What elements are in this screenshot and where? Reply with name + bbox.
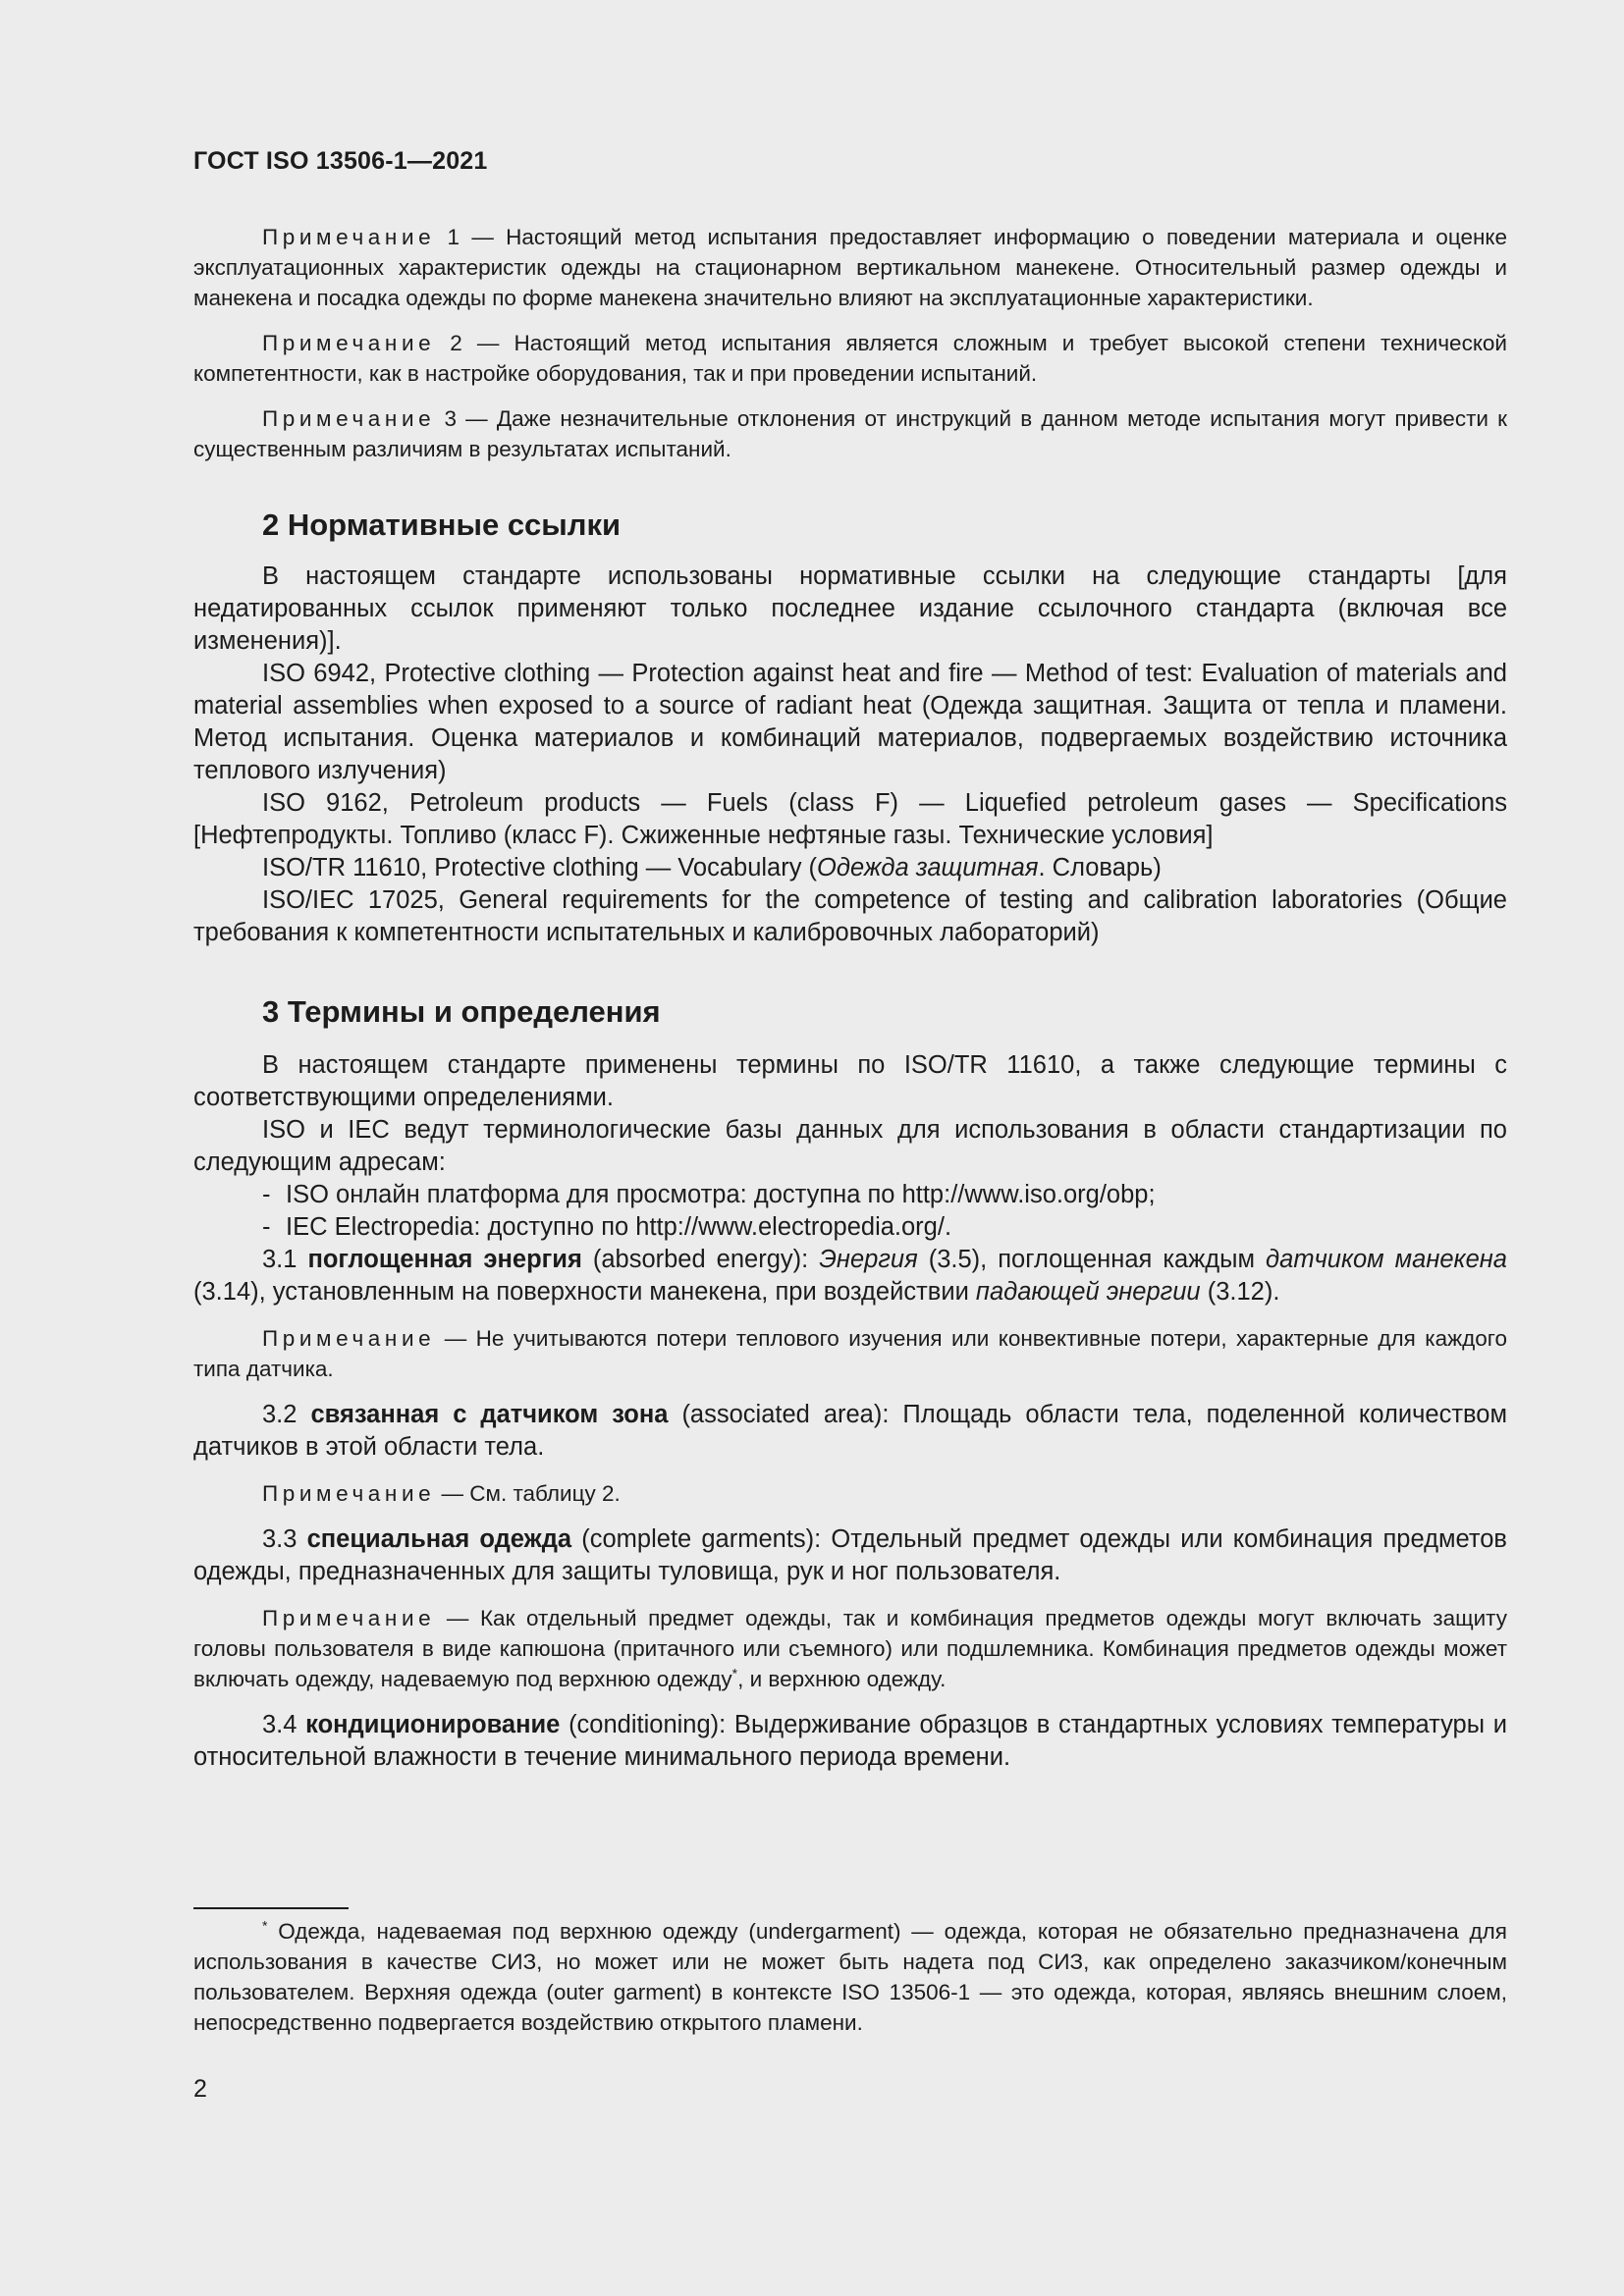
- note-term-3-2: [193, 1478, 1507, 1509]
- term-number: 3.1: [262, 1246, 308, 1273]
- term-3-2: [193, 1399, 1507, 1464]
- note-3: [193, 403, 1507, 464]
- footnote-text: Одежда, надеваемая под верхнюю одежду (undergarment) — одежда, которая не обязательно предназначена для использования в качестве СИЗ, но может или не может быть надета под СИЗ, как определено заказчиком/конечным пользователем. Верхняя одежда (outer garment) в контексте ISO 13506-1 — это одежда, которая, являясь внешним слоем, непосредственно подвергается воздействию открытого пламени.: [193, 1919, 1507, 2035]
- footnote-marker: *: [262, 1917, 268, 1934]
- ref-iso-6942: ISO 6942, Protective clothing — Protection against heat and fire — Method of test: Evaluation of materials and material assemblies when exposed to a source of radiant heat (Одежда защитная. Защита от тепла и пламени. Метод испытания. Оценка материалов и комбинаций материалов, подвергаемых воздействию источника теплового излучения): [193, 660, 1507, 784]
- document-body: [193, 222, 1507, 1774]
- term-name: кондиционирование: [305, 1711, 561, 1738]
- note-text: , и верхнюю одежду.: [737, 1667, 947, 1691]
- section-heading-terms: 3 Термины и определения: [262, 994, 661, 1029]
- term-name: связанная с датчиком зона: [310, 1401, 669, 1428]
- term-number: 3.3: [262, 1525, 307, 1553]
- list-item: [262, 1211, 1507, 1244]
- note-number: 2: [435, 331, 462, 355]
- ref-italic-text: Одежда защитная: [817, 854, 1039, 881]
- term-ref: Энергия: [819, 1246, 918, 1273]
- term-text: (absorbed energy):: [581, 1246, 820, 1273]
- section2-intro: В настоящем стандарте использованы нормативные ссылки на следующие стандарты [для недатированных ссылок применяют только последнее издание ссылочного стандарта (включая все изменения)].: [193, 562, 1507, 655]
- section3-intro-1: В настоящем стандарте применены термины по ISO/TR 11610, а также следующие термины с соответствующими определениями.: [193, 1051, 1507, 1111]
- term-number: 3.2: [262, 1401, 311, 1428]
- footnote-divider: [193, 1907, 349, 1909]
- note-text: — Настоящий метод испытания предоставляет информацию о поведении материала и оценке эксплуатационных характеристик одежды на стационарном вертикальном манекене. Относительный размер одежды и манекена и посадка одежды по форме манекена значительно влияют на эксплуатационные характеристики.: [193, 225, 1508, 310]
- note-label: Примечание: [262, 1326, 436, 1351]
- list-item: [262, 1179, 1507, 1211]
- note-label: Примечание: [262, 225, 436, 249]
- dash-marker: -: [262, 1213, 271, 1241]
- note-label: Примечание: [262, 406, 436, 431]
- term-3-1: [193, 1244, 1507, 1308]
- note-2: [193, 328, 1507, 389]
- document-header: ГОСТ ISO 13506-1—2021: [193, 147, 488, 175]
- note-text: — Даже незначительные отклонения от инструкций в данном методе испытания могут привести к существенным различиям в результатах испытаний.: [193, 406, 1508, 461]
- page-number: 2: [193, 2075, 207, 2103]
- note-number: 1: [435, 225, 460, 249]
- note-1: [193, 222, 1507, 313]
- dash-marker: -: [262, 1181, 271, 1208]
- term-3-4: [193, 1709, 1507, 1774]
- note-term-3-1: [193, 1323, 1507, 1384]
- term-number: 3.4: [262, 1711, 306, 1738]
- note-text: — Настоящий метод испытания является сложным и требует высокой степени технической компетентности, как в настройке оборудования, так и при проведении испытаний.: [193, 331, 1508, 386]
- term-text: (conditioning): Выдерживание образцов в стандартных условиях температуры и относительной влажности в течение минимального периода времени.: [193, 1711, 1507, 1771]
- list-item-text: ISO онлайн платформа для просмотра: доступна по http://www.iso.org/obp;: [286, 1181, 1156, 1208]
- term-ref: датчиком манекена: [1266, 1246, 1507, 1273]
- note-term-3-3: [193, 1603, 1507, 1694]
- note-text: — См. таблицу 2.: [435, 1481, 621, 1506]
- ref-text: ISO/TR 11610, Protective clothing — Vocabulary (: [262, 854, 818, 881]
- note-label: Примечание: [262, 331, 436, 355]
- ref-iso-9162: ISO 9162, Petroleum products — Fuels (class F) — Liquefied petroleum gases — Specifications [Нефтепродукты. Топливо (класс F). Сжиженные нефтяные газы. Технические условия]: [193, 789, 1507, 849]
- term-3-3: [193, 1523, 1507, 1588]
- term-text: (associated area): Площадь области тела, поделенной количеством датчиков в этой области тела.: [193, 1401, 1507, 1461]
- term-text: (3.12).: [1200, 1278, 1280, 1306]
- note-label: Примечание: [262, 1481, 436, 1506]
- term-text: (3.5), поглощенная каждым: [917, 1246, 1267, 1273]
- ref-iso-tr-11610: [193, 852, 1507, 884]
- term-text: (complete garments): Отдельный предмет одежды или комбинация предметов одежды, предназначенных для защиты туловища, рук и ног пользователя.: [193, 1525, 1507, 1585]
- term-text: (3.14), установленным на поверхности манекена, при воздействии: [193, 1278, 976, 1306]
- ref-text: . Словарь): [1038, 854, 1162, 881]
- ref-iso-iec-17025: ISO/IEC 17025, General requirements for the competence of testing and calibration laboratories (Общие требования к компетентности испытательных и калибровочных лабораторий): [193, 886, 1507, 946]
- section-heading-normative-references: 2 Нормативные ссылки: [262, 507, 622, 542]
- section3-intro-2: ISO и IEC ведут терминологические базы данных для использования в области стандартизации по следующим адресам:: [193, 1116, 1507, 1176]
- term-name: поглощенная энергия: [307, 1246, 582, 1273]
- note-text: — Как отдельный предмет одежды, так и комбинация предметов одежды могут включать защиту головы пользователя в виде капюшона (притачного или съемного) или подшлемника. Комбинация предметов одежды может включать одежду, надеваемую под верхнюю одежду: [193, 1606, 1507, 1691]
- term-name: специальная одежда: [306, 1525, 572, 1553]
- footnote: [193, 1916, 1507, 2038]
- note-text: — Не учитываются потери теплового изучения или конвективные потери, характерные для каждого типа датчика.: [193, 1326, 1507, 1381]
- list-item-text: IEC Electropedia: доступно по http://www.electropedia.org/.: [286, 1213, 952, 1241]
- term-ref: падающей энергии: [975, 1278, 1201, 1306]
- note-number: 3: [435, 406, 457, 431]
- note-label: Примечание: [262, 1606, 436, 1630]
- footnote-marker: *: [731, 1665, 738, 1682]
